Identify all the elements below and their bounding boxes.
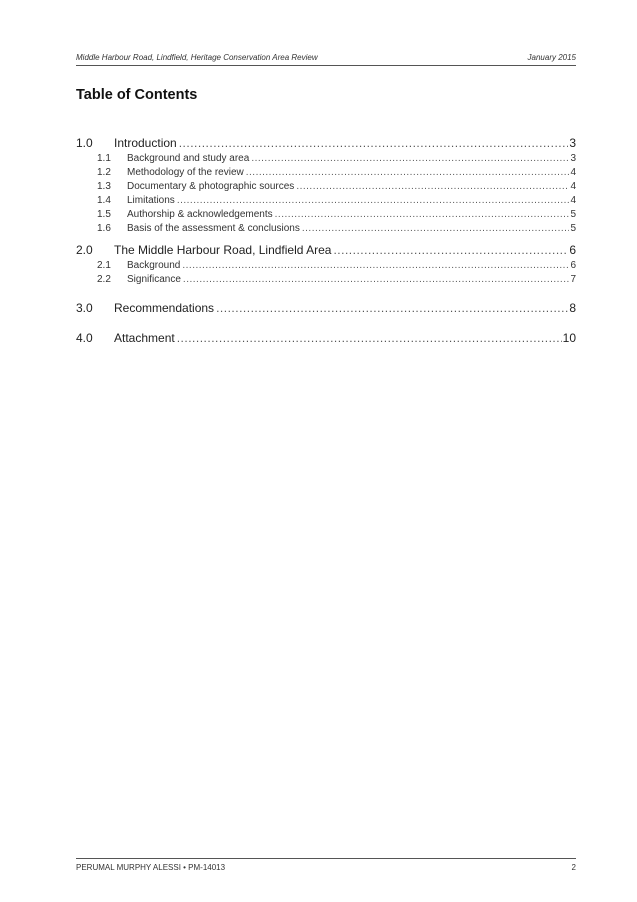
toc-entry-background[interactable] [76, 260, 576, 274]
toc-entry-label: Background and study area [127, 153, 250, 164]
toc-entry-introduction[interactable] [76, 136, 576, 153]
footer-page-number: 2 [571, 863, 576, 872]
toc-dot-leader [246, 167, 570, 178]
toc-dot-leader [302, 223, 570, 234]
toc-entry-number: 2.0 [76, 243, 93, 257]
header-date: January 2015 [527, 53, 576, 62]
toc-entry-label: Limitations [127, 195, 175, 206]
toc-entry-number: 1.1 [97, 153, 111, 164]
footer-publisher: PERUMAL MURPHY ALESSI • PM-14013 [76, 863, 226, 872]
toc-entry-number: 1.3 [97, 181, 111, 192]
toc-dot-leader [177, 331, 562, 345]
toc-dot-leader [296, 181, 569, 192]
toc-entry-page: 10 [562, 331, 576, 345]
toc-entry-page: 6 [569, 243, 576, 257]
toc-entry-number: 2.2 [97, 274, 111, 285]
toc-entry-page: 7 [570, 274, 576, 285]
toc-entry-documentary-sources[interactable] [76, 181, 576, 195]
toc-entry-label: Significance [127, 274, 181, 285]
toc-entry-authorship[interactable] [76, 209, 576, 223]
toc-entry-number: 1.2 [97, 167, 111, 178]
toc-entry-number: 2.1 [97, 260, 111, 271]
toc-entry-label: Authorship & acknowledgements [127, 209, 273, 220]
toc-entry-page: 8 [569, 301, 576, 315]
toc-entry-middle-harbour-road-area[interactable] [76, 243, 576, 260]
toc-entry-label: Documentary & photographic sources [127, 181, 295, 192]
toc-entry-basis-of-assessment[interactable] [76, 223, 576, 237]
toc-entry-label: Recommendations [114, 301, 215, 315]
toc-entry-limitations[interactable] [76, 195, 576, 209]
toc-entry-label: Introduction [114, 136, 177, 150]
toc-entry-number: 1.5 [97, 209, 111, 220]
toc-entry-label: Attachment [114, 331, 175, 345]
toc-dot-leader [275, 209, 570, 220]
toc-dot-leader [183, 274, 570, 285]
toc-entry-number: 1.0 [76, 136, 93, 150]
page-footer [76, 858, 576, 875]
toc-entry-attachment[interactable] [76, 331, 576, 348]
toc-entry-label: Methodology of the review [127, 167, 244, 178]
toc-entry-page: 4 [570, 195, 576, 206]
toc-entry-number: 1.4 [97, 195, 111, 206]
toc-entry-page: 6 [570, 260, 576, 271]
toc-dot-leader [179, 136, 569, 150]
header-document-title: Middle Harbour Road, Lindfield, Heritage Conservation Area Review [76, 53, 318, 62]
toc-entry-number: 4.0 [76, 331, 93, 345]
toc-entry-page: 5 [570, 209, 576, 220]
toc-entry-number: 1.6 [97, 223, 111, 234]
toc-entry-page: 5 [570, 223, 576, 234]
toc-entry-page: 3 [570, 153, 576, 164]
toc-title: Table of Contents [76, 87, 198, 103]
toc-entry-label: Basis of the assessment & conclusions [127, 223, 300, 234]
toc-dot-leader [251, 153, 569, 164]
page-header [76, 51, 576, 66]
toc-entry-methodology[interactable] [76, 167, 576, 181]
toc-entry-label: The Middle Harbour Road, Lindfield Area [114, 243, 332, 257]
toc-entry-recommendations[interactable] [76, 301, 576, 318]
table-of-contents [76, 136, 576, 348]
toc-entry-number: 3.0 [76, 301, 93, 315]
toc-dot-leader [177, 195, 570, 206]
toc-entry-page: 4 [570, 167, 576, 178]
toc-entry-label: Background [127, 260, 181, 271]
toc-dot-leader [216, 301, 568, 315]
toc-dot-leader [333, 243, 568, 257]
toc-entry-background-and-study-area[interactable] [76, 153, 576, 167]
toc-entry-page: 4 [570, 181, 576, 192]
toc-entry-significance[interactable] [76, 274, 576, 288]
toc-dot-leader [182, 260, 569, 271]
toc-entry-page: 3 [569, 136, 576, 150]
